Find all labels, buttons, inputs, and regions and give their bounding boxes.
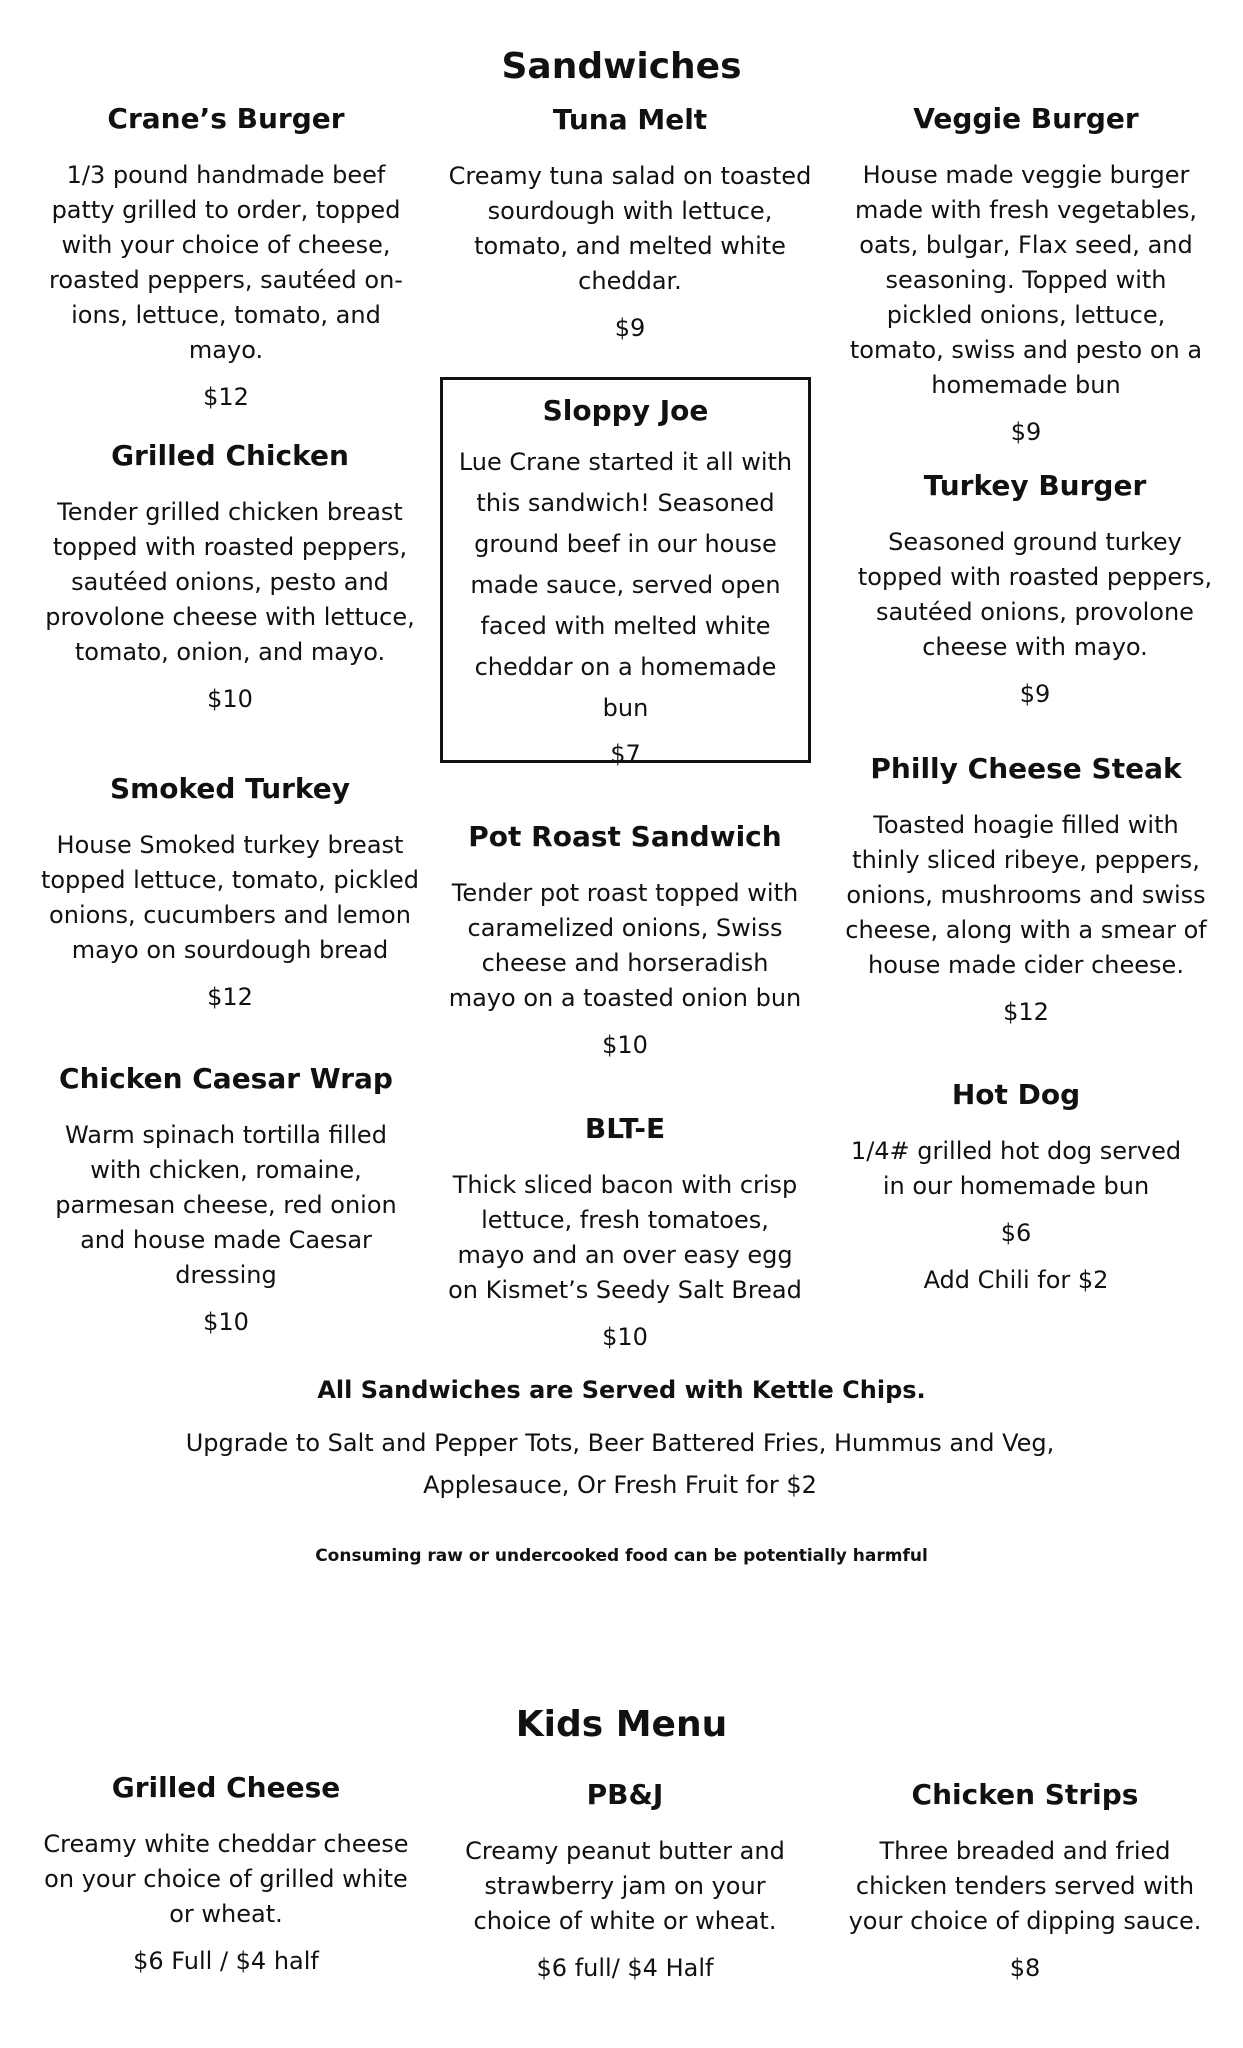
item-description: Creamy peanut butter and strawberry jam on your choice of white or wheat.: [465, 1837, 785, 1935]
item-name: Grilled Chicken: [111, 439, 349, 472]
item-name: Veggie Burger: [913, 102, 1139, 135]
item-description: Creamy white cheddar cheese on your choice of grilled white or wheat.: [43, 1830, 409, 1928]
menu-item-cranes-burger: [40, 100, 412, 415]
item-description: Lue Crane started it all with this sandwich! Seasoned ground beef in our house made sauce, served open faced with melted white cheddar on a homemade bun: [458, 448, 793, 722]
item-name: Philly Cheese Steak: [870, 752, 1182, 785]
item-price: $7: [610, 740, 641, 768]
item-price: $10: [602, 1031, 648, 1059]
menu-item-chicken-strips: [845, 1776, 1205, 1986]
item-price: $12: [1003, 998, 1049, 1026]
menu-item-veggie-burger: [840, 100, 1212, 450]
served-with-note: All Sandwiches are Served with Kettle Chips.: [317, 1376, 926, 1404]
item-price: $10: [207, 685, 253, 713]
item-price: $9: [1019, 680, 1051, 708]
item-name: Chicken Caesar Wrap: [59, 1062, 393, 1095]
item-addon: Add Chili for $2: [923, 1266, 1109, 1294]
item-name: Sloppy Joe: [542, 394, 709, 427]
item-name: Hot Dog: [951, 1078, 1081, 1111]
item-price: $12: [203, 383, 249, 411]
item-price: $12: [207, 983, 253, 1011]
item-price: $9: [1010, 418, 1042, 446]
item-description: Thick sliced bacon with crisp lettuce, fresh tomatoes, mayo and an over easy egg on Kismet’s Seedy Salt Bread: [448, 1171, 802, 1304]
item-description: House made veggie burger made with fresh vegetables, oats, bulgar, Flax seed, and seasoning. Topped with pickled onions, lettuce, tomato, swiss and pesto on a homemade bun: [849, 161, 1203, 399]
item-name: Chicken Strips: [911, 1778, 1139, 1811]
item-name: Crane’s Burger: [107, 102, 345, 135]
kids-menu-title: Kids Menu: [515, 1704, 728, 1745]
menu-item-sloppy-joe: [440, 377, 811, 768]
item-description: Toasted hoagie filled with thinly sliced ribeye, peppers, onions, mushrooms and swiss cheese, along with a smear of house made cider cheese.: [845, 811, 1207, 979]
menu-item-grilled-chicken: [40, 437, 420, 717]
item-price: $9: [614, 314, 646, 342]
item-price: $6 Full / $4 half: [133, 1947, 319, 1975]
menu-item-pot-roast-sandwich: [445, 818, 805, 1063]
item-name: Grilled Cheese: [111, 1771, 341, 1804]
item-name: PB&J: [586, 1778, 664, 1811]
menu-item-philly-cheese-steak: [840, 750, 1212, 1030]
menu-item-smoked-turkey: [40, 770, 420, 1015]
item-description: 1/4# grilled hot dog served in our homemade bun: [850, 1137, 1182, 1200]
item-name: Pot Roast Sandwich: [468, 820, 782, 853]
menu-item-tuna-melt: [445, 101, 815, 346]
item-name: Smoked Turkey: [109, 772, 351, 805]
item-price: $8: [1009, 1954, 1041, 1982]
item-description: Tender pot roast topped with caramelized onions, Swiss cheese and horseradish mayo on a toasted onion bun: [448, 879, 802, 1012]
item-description: Creamy tuna salad on toasted sourdough with lettuce, tomato, and melted white cheddar.: [448, 162, 812, 295]
menu-item-turkey-burger: [845, 467, 1225, 712]
menu-item-blt-e: [445, 1110, 805, 1355]
upgrade-note: Upgrade to Salt and Pepper Tots, Beer Battered Fries, Hummus and Veg, Applesauce, Or Fresh Fruit for $2: [185, 1429, 1055, 1499]
item-price: $10: [602, 1323, 648, 1351]
menu-item-grilled-cheese: [40, 1769, 412, 1979]
item-description: Warm spinach tortilla filled with chicken, romaine, parmesan cheese, red onion and house made Caesar dressing: [55, 1121, 397, 1289]
item-name: BLT-E: [584, 1112, 666, 1145]
item-description: House Smoked turkey breast topped lettuce, tomato, pickled onions, cucumbers and lemon mayo on sourdough bread: [40, 831, 420, 964]
item-description: 1/3 pound handmade beef patty grilled to order, topped with your choice of cheese, roasted peppers, sautéed on-ions, lettuce, tomato, and mayo.: [49, 161, 403, 364]
item-price: $6 full/ $4 Half: [536, 1954, 714, 1982]
menu-item-pbj: [445, 1776, 805, 1986]
item-price: $6: [1000, 1219, 1032, 1247]
item-description: Seasoned ground turkey topped with roasted peppers, sautéed onions, provolone cheese with mayo.: [857, 528, 1213, 661]
menu-item-chicken-caesar-wrap: [40, 1060, 412, 1340]
item-name: Turkey Burger: [923, 469, 1147, 502]
item-name: Tuna Melt: [552, 103, 708, 136]
item-price: $10: [203, 1308, 249, 1336]
food-safety-warning: Consuming raw or undercooked food can be potentially harmful: [315, 1546, 928, 1566]
item-description: Tender grilled chicken breast topped with roasted peppers, sautéed onions, pesto and provolone cheese with lettuce, tomato, onion, and mayo.: [45, 498, 415, 666]
item-description: Three breaded and fried chicken tenders served with your choice of dipping sauce.: [848, 1837, 1202, 1935]
menu-item-hot-dog: [840, 1076, 1192, 1298]
sandwiches-title: Sandwiches: [501, 46, 742, 87]
